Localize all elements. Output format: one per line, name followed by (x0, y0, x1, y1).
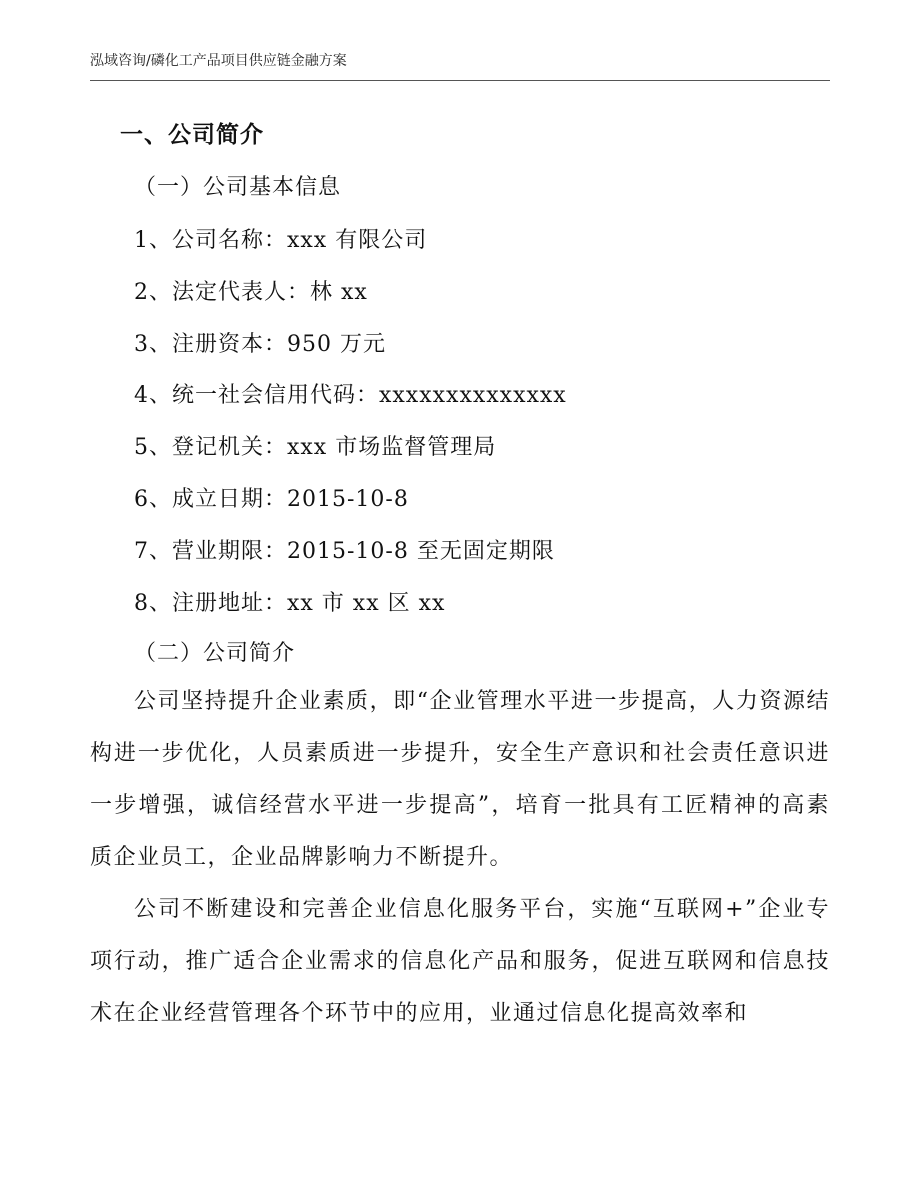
info-item-company-name: 1、公司名称：xxx 有限公司 (134, 228, 428, 253)
info-item-legal-rep: 2、法定代表人：林 xx (134, 280, 368, 305)
subsection-heading-profile: （二）公司简介 (134, 641, 296, 666)
info-item-address: 8、注册地址：xx 市 xx 区 xx (134, 591, 446, 616)
subsection-heading-basic-info: （一）公司基本信息 (134, 175, 342, 200)
profile-paragraph-2: 公司不断建设和完善企业信息化服务平台，实施“互联网+”企业专项行动，推广适合企业需求的信息化产品和服务，促进互联网和信息技术在企业经营管理各个环节中的应用，业通过信息化提高效率和 (90, 897, 830, 1026)
profile-paragraph-1: 公司坚持提升企业素质，即“企业管理水平进一步提高，人力资源结构进一步优化，人员素质进一步提升，安全生产意识和社会责任意识进一步增强，诚信经营水平进一步提高”，培育一批具有工匠精神的高素质企业员工，企业品牌影响力不断提升。 (90, 689, 830, 870)
running-header: 泓域咨询/磷化工产品项目供应链金融方案 (90, 53, 347, 69)
header-rule (90, 80, 830, 81)
info-item-registered-capital: 3、注册资本：950 万元 (134, 332, 386, 357)
info-item-established-date: 6、成立日期：2015-10-8 (134, 487, 409, 512)
info-item-business-term: 7、营业期限：2015-10-8 至无固定期限 (134, 539, 555, 564)
section-heading: 一、公司简介 (120, 122, 264, 148)
info-item-credit-code: 4、统一社会信用代码：xxxxxxxxxxxxxx (134, 383, 567, 408)
info-item-registration-authority: 5、登记机关：xxx 市场监督管理局 (134, 435, 497, 460)
